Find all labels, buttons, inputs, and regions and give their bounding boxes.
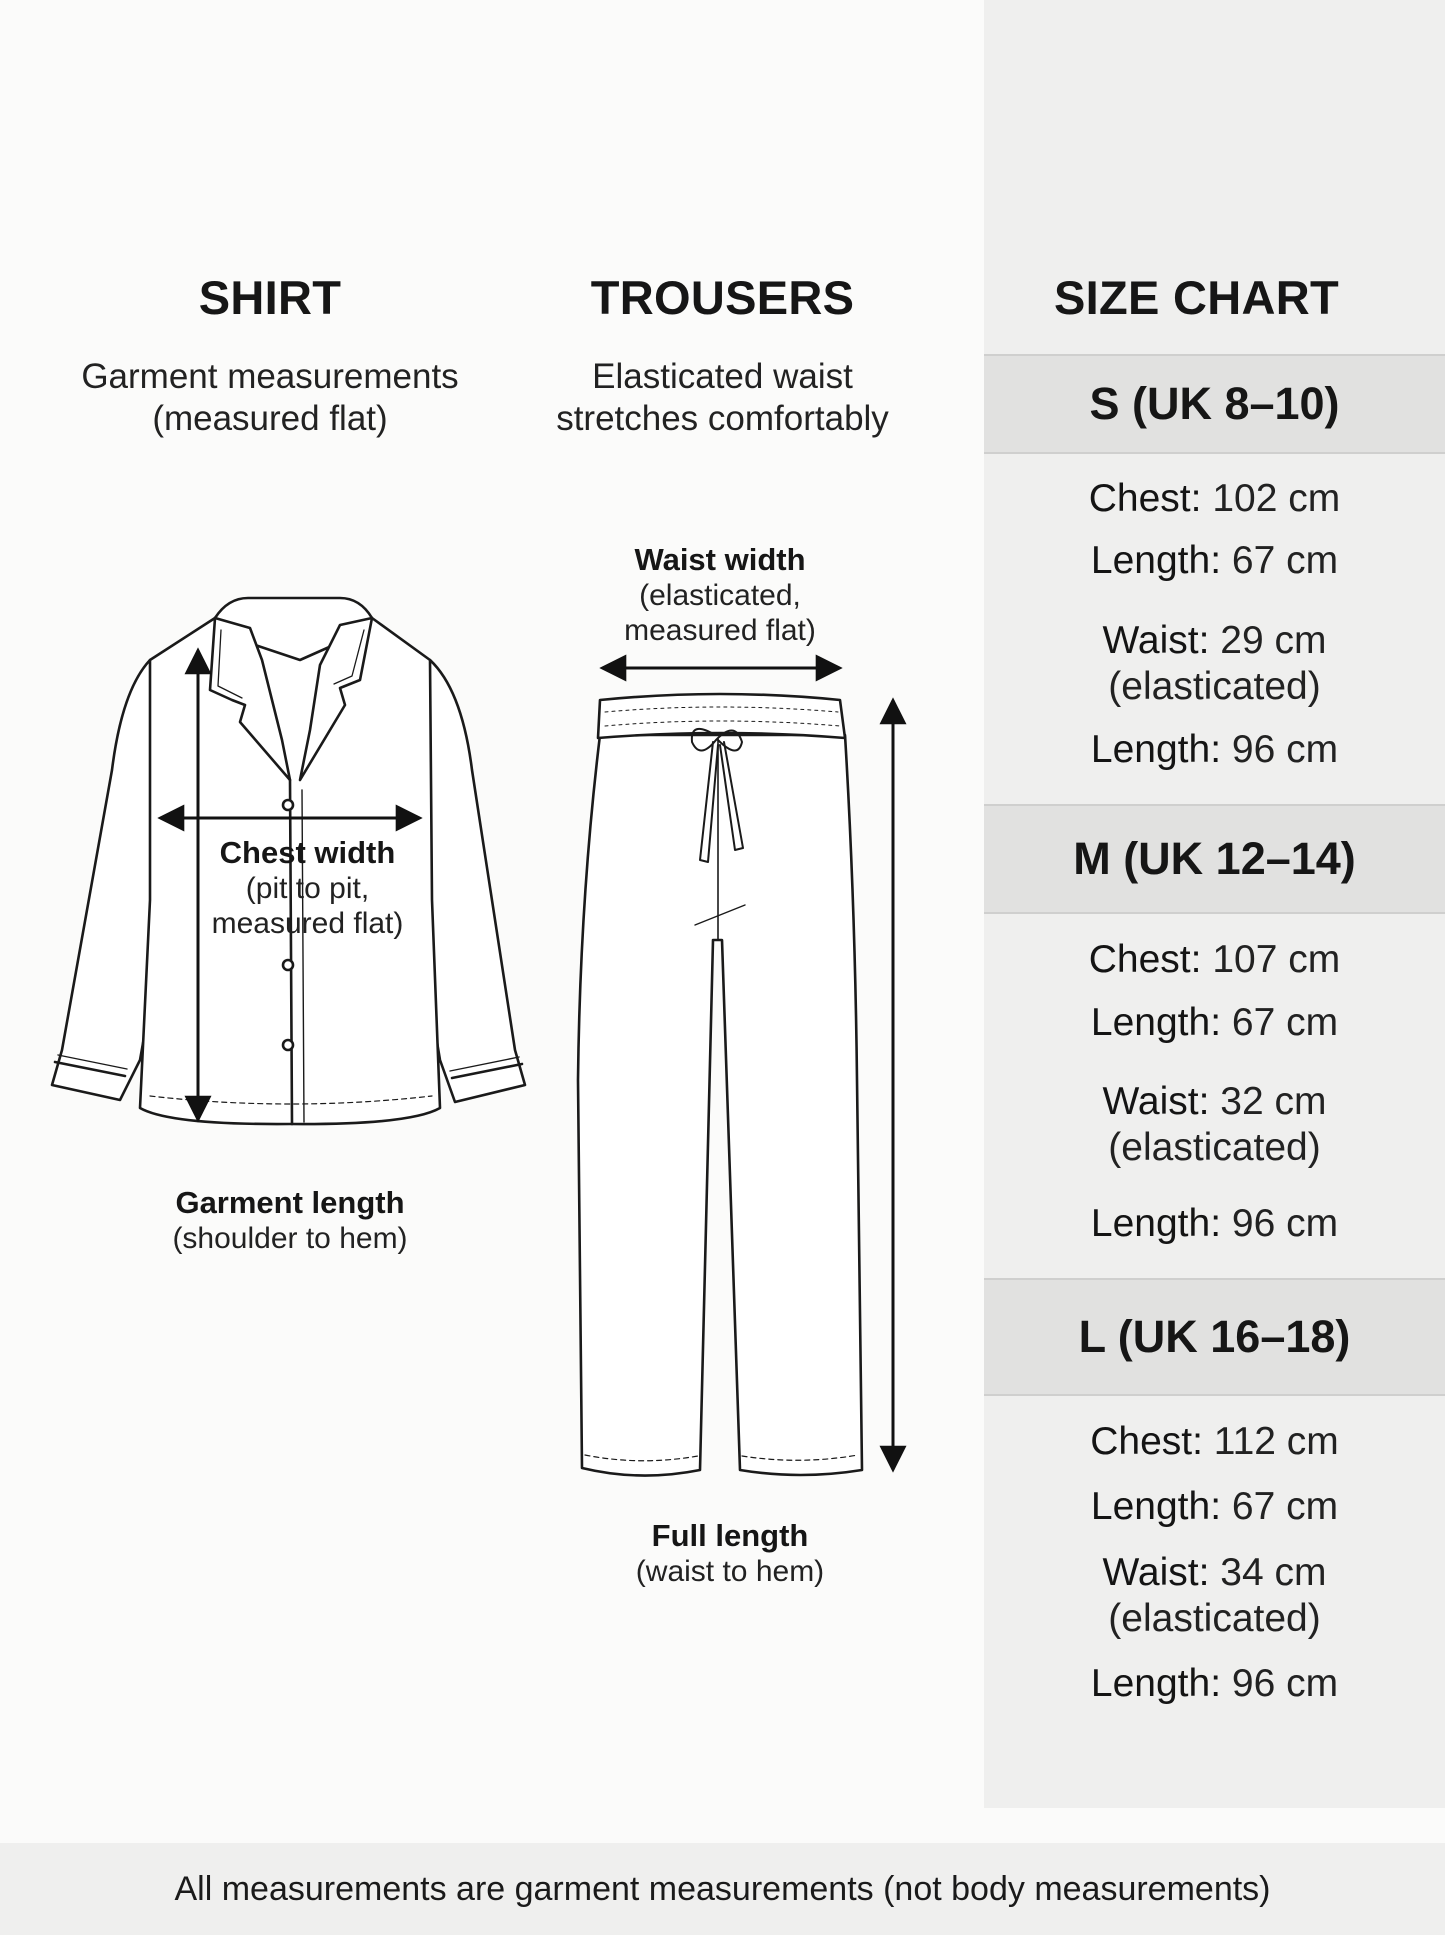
trousers-subtitle-line1: Elasticated waist — [592, 357, 853, 396]
size-m-waist-note: (elasticated) — [1108, 1126, 1321, 1169]
size-l-shirt-length: Length: 67 cm — [1090, 1485, 1339, 1528]
size-l-waist-note: (elasticated) — [1108, 1597, 1321, 1640]
size-label-m: M (UK 12–14) — [984, 804, 1445, 914]
shirt-button — [283, 960, 293, 970]
garment-length-label — [130, 1185, 450, 1256]
trousers-subtitle-line2: stretches comfortably — [556, 399, 889, 438]
size-m-chest: Chest: 107 cm — [1088, 938, 1341, 981]
chest-width-sub2: measured flat) — [211, 907, 404, 940]
size-s-waist-note: (elasticated) — [1108, 665, 1321, 708]
size-label-l: L (UK 16–18) — [984, 1278, 1445, 1396]
shirt-subtitle-line1: Garment measurements — [81, 357, 459, 396]
size-s-chest: Chest: 102 cm — [1088, 477, 1341, 520]
trousers-waistband — [598, 694, 845, 738]
trousers-subtitle — [520, 356, 925, 440]
shirt-subtitle-line2: (measured flat) — [152, 399, 388, 438]
size-m-shirt-length: Length: 67 cm — [1090, 1001, 1339, 1044]
shirt-subtitle — [40, 356, 500, 440]
full-length-label — [600, 1518, 860, 1589]
trousers-drawing — [578, 694, 862, 1476]
trousers-legs — [578, 735, 862, 1476]
size-s-shirt-length: Length: 67 cm — [1090, 539, 1339, 582]
size-chart-heading: SIZE CHART — [1054, 271, 1339, 324]
size-s-trouser-length: Length: 96 cm — [1090, 728, 1339, 771]
size-l-waist: Waist: 34 cm — [1102, 1551, 1327, 1594]
waist-width-label — [590, 542, 850, 648]
full-length-title: Full length — [651, 1518, 809, 1553]
size-l-trouser-length: Length: 96 cm — [1090, 1662, 1339, 1705]
chest-width-label — [180, 835, 435, 941]
size-s-waist: Waist: 29 cm — [1102, 619, 1327, 662]
footer-note: All measurements are garment measurements (not body measurements) — [0, 1843, 1445, 1935]
garment-length-title: Garment length — [175, 1185, 405, 1220]
shirt-button — [283, 1040, 293, 1050]
size-m-trouser-length: Length: 96 cm — [1090, 1202, 1339, 1245]
garment-length-sub: (shoulder to hem) — [172, 1222, 408, 1255]
full-length-sub: (waist to hem) — [635, 1555, 825, 1588]
shirt-heading: SHIRT — [198, 271, 342, 324]
waist-width-sub2: measured flat) — [624, 614, 816, 647]
chest-width-title: Chest width — [219, 835, 396, 870]
shirt-button — [283, 800, 293, 810]
waist-width-sub1: (elasticated, — [639, 579, 801, 612]
chest-width-sub1: (pit to pit, — [245, 872, 370, 905]
size-label-s: S (UK 8–10) — [984, 354, 1445, 454]
trousers-heading: TROUSERS — [590, 271, 855, 324]
waist-width-title: Waist width — [634, 542, 806, 577]
size-l-chest: Chest: 112 cm — [1090, 1420, 1339, 1463]
size-m-waist: Waist: 32 cm — [1102, 1080, 1327, 1123]
